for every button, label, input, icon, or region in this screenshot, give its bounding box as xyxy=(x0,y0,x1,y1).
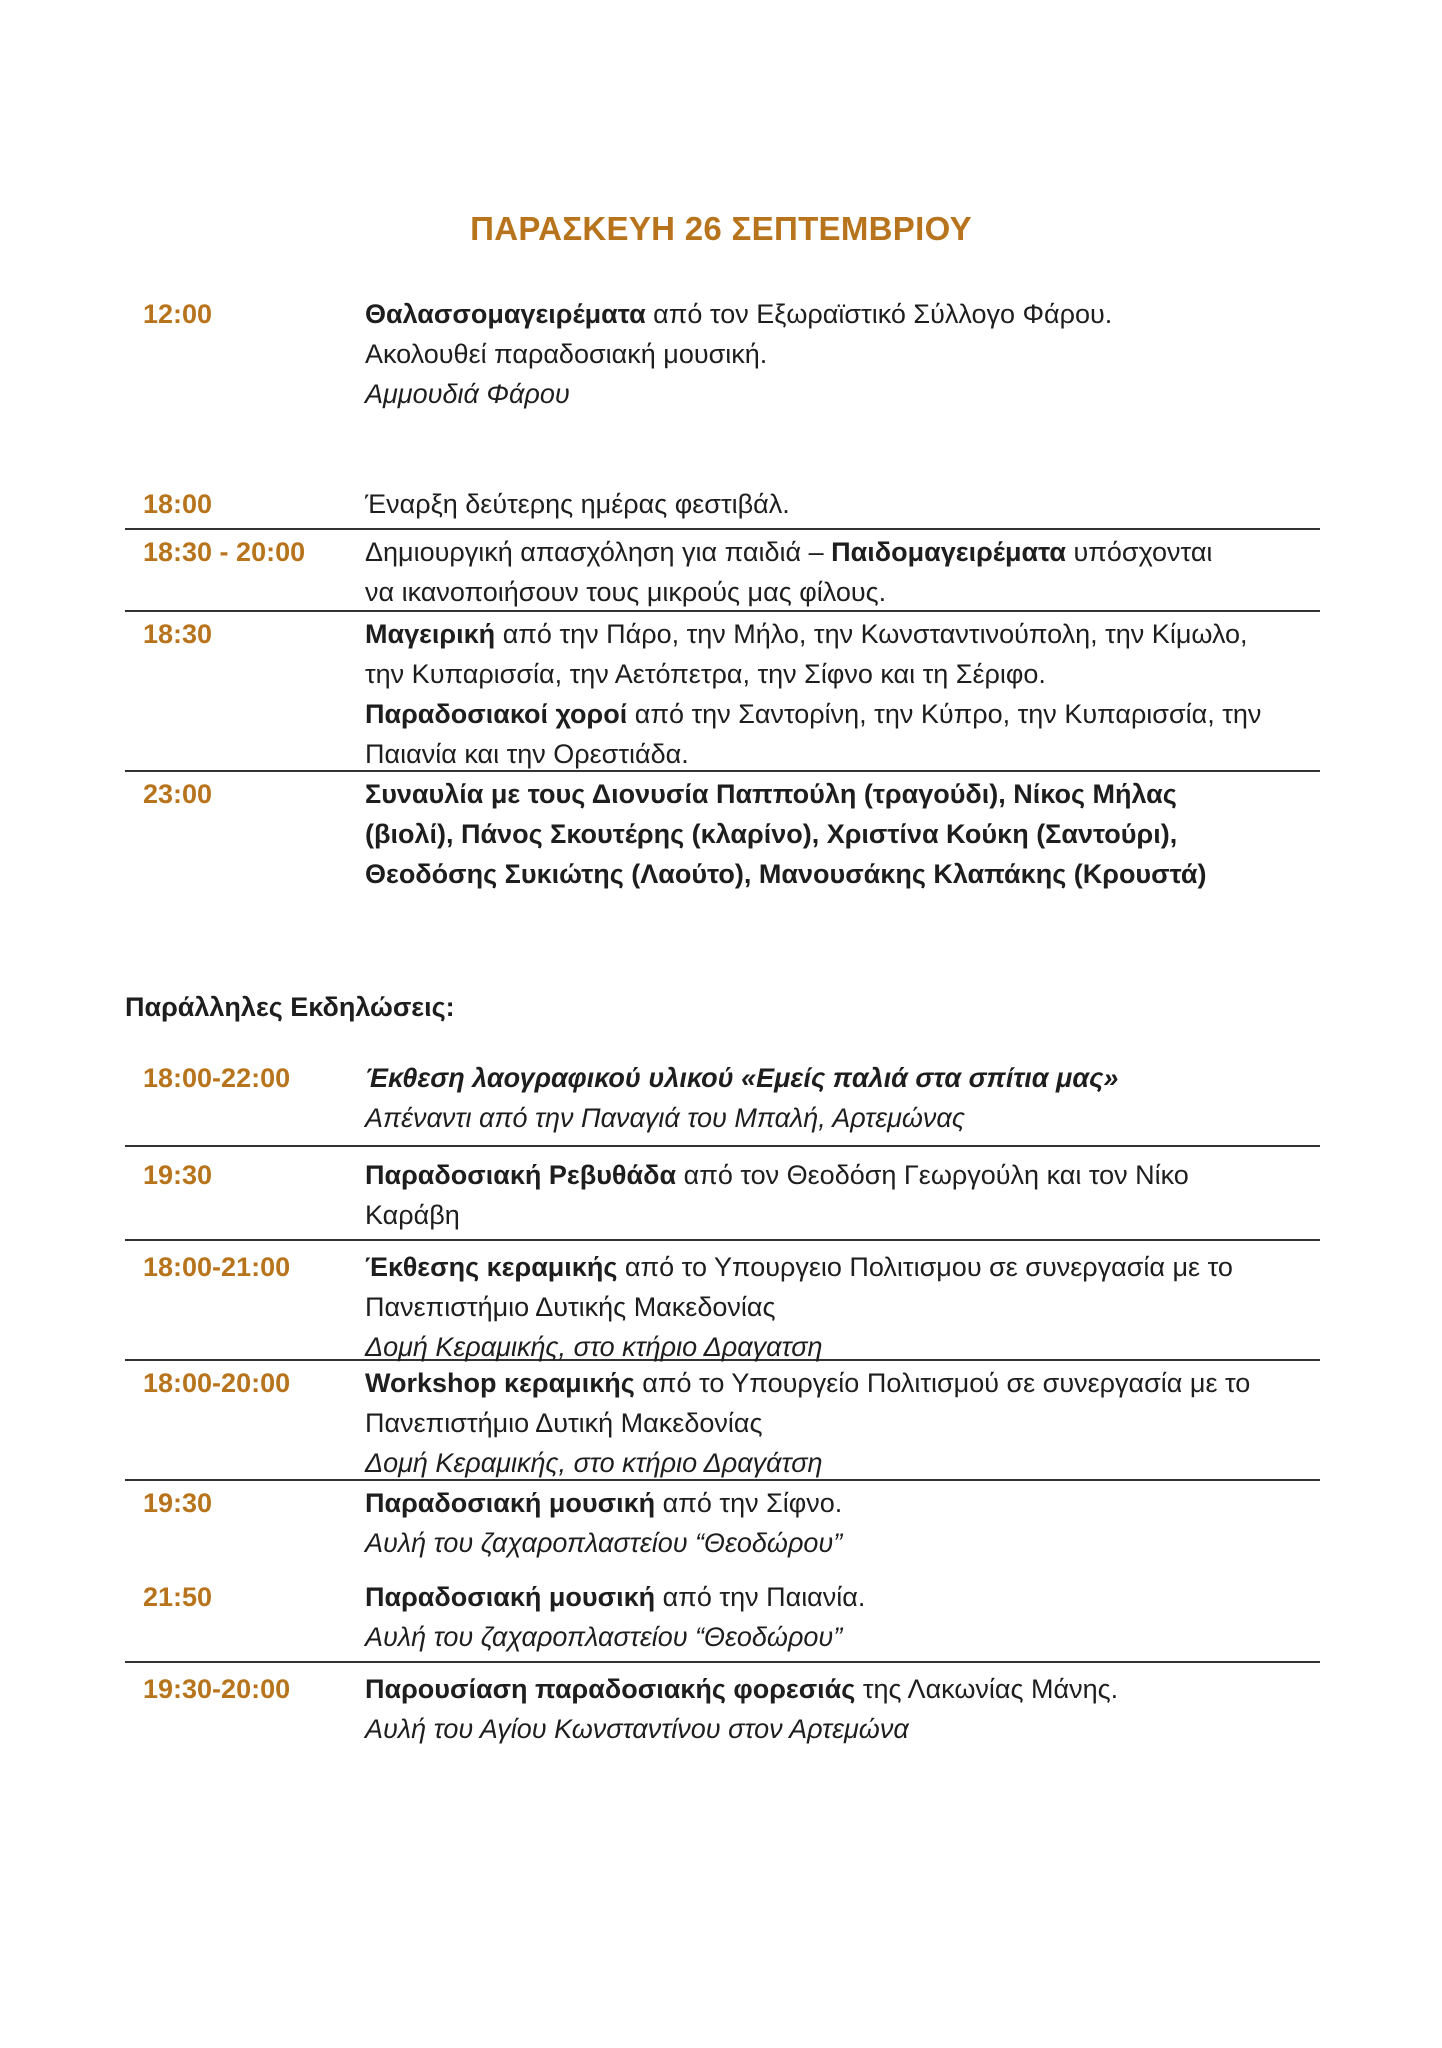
schedule-row xyxy=(125,1241,1320,1361)
event-time: 18:00-20:00 xyxy=(143,1368,291,1398)
event-title: Έκθεση λαογραφικού υλικού «Εμείς παλιά στα σπίτια μας» xyxy=(365,1063,1119,1093)
schedule-row xyxy=(125,1481,1320,1575)
event-time: 18:00-21:00 xyxy=(143,1252,291,1282)
event-text: Πανεπιστήμιο Δυτική Μακεδονίας xyxy=(365,1408,763,1438)
event-text: από το Υπουργείο Πολιτισμού σε συνεργασία με το xyxy=(634,1368,1251,1398)
event-time: 19:30-20:00 xyxy=(143,1674,291,1704)
event-title: Θαλασσομαγειρέματα xyxy=(365,299,646,329)
event-title: Παιδομαγειρέματα xyxy=(831,537,1066,567)
event-text: την Κυπαρισσία, την Αετόπετρα, την Σίφνο και τη Σέριφο. xyxy=(365,659,1046,689)
event-location: Αυλή του Αγίου Κωνσταντίνου στον Αρτεμώνα xyxy=(365,1714,909,1744)
event-time: 18:00-22:00 xyxy=(143,1063,291,1093)
event-time: 18:30 xyxy=(143,619,213,649)
event-text: από την Σαντορίνη, την Κύπρο, την Κυπαρισσία, την xyxy=(627,699,1262,729)
event-description xyxy=(365,532,1320,607)
event-title: Έκθεσης κεραμικής xyxy=(365,1252,618,1282)
event-title: Θεοδόσης Συκιώτης (Λαούτο), Μανουσάκης Κλαπάκης (Κρουστά) xyxy=(365,859,1207,889)
schedule-row xyxy=(125,290,1320,482)
event-time: 23:00 xyxy=(143,779,213,809)
event-text: από την Παιανία. xyxy=(655,1582,866,1612)
event-text: Παιανία και την Ορεστιάδα. xyxy=(365,739,689,769)
event-description xyxy=(365,1363,1320,1478)
event-title: Συναυλία με τους Διονυσία Παππούλη (τραγούδι), Νίκος Μήλας xyxy=(365,779,1177,809)
event-time: 21:50 xyxy=(143,1582,213,1612)
event-title: Παραδοσιακή μουσική xyxy=(365,1488,656,1518)
event-text: Καράβη xyxy=(365,1200,460,1230)
event-description xyxy=(365,1483,1320,1567)
event-time: 12:00 xyxy=(143,299,213,329)
event-title: Παρουσίαση παραδοσιακής φορεσιάς xyxy=(365,1674,856,1704)
event-description xyxy=(365,1577,1320,1653)
event-text: να ικανοποιήσουν τους μικρούς μας φίλους. xyxy=(365,577,887,607)
event-title: Παραδοσιακή Ρεβυθάδα xyxy=(365,1160,677,1190)
event-description xyxy=(365,614,1320,769)
event-location: Απέναντι από την Παναγιά του Μπαλή, Αρτεμώνας xyxy=(365,1103,965,1133)
event-title: Workshop κεραμικής xyxy=(365,1368,635,1398)
event-description xyxy=(365,1058,1320,1137)
event-location: Αμμουδιά Φάρου xyxy=(365,379,570,409)
event-text: από τον Εξωραϊστικό Σύλλογο Φάρου. xyxy=(645,299,1113,329)
section-heading: Παράλληλες Εκδηλώσεις: xyxy=(125,992,455,1022)
main-schedule xyxy=(125,290,1320,902)
page-title: ΠΑΡΑΣΚΕΥΗ 26 ΣΕΠΤΕΜΒΡΙΟΥ xyxy=(470,210,972,247)
event-description xyxy=(365,1669,1320,1749)
event-description xyxy=(365,294,1320,474)
event-location: Αυλή του ζαχαροπλαστείου “Θεοδώρου” xyxy=(365,1528,843,1558)
event-text: της Λακωνίας Μάνης. xyxy=(855,1674,1119,1704)
schedule-row xyxy=(125,1663,1320,1757)
schedule-row xyxy=(125,530,1320,612)
event-text: υπόσχονται xyxy=(1066,537,1213,567)
event-text: Δημιουργική απασχόληση για παιδιά – xyxy=(365,537,832,567)
schedule-row xyxy=(125,482,1320,530)
schedule-row xyxy=(125,612,1320,772)
schedule-row xyxy=(125,1361,1320,1481)
event-title: Μαγειρική xyxy=(365,619,496,649)
schedule-row xyxy=(125,1054,1320,1147)
event-description xyxy=(365,1155,1320,1231)
event-text: από την Πάρο, την Μήλο, την Κωνσταντινούπολη, την Κίμωλο, xyxy=(495,619,1248,649)
event-location: Δομή Κεραμικής, στο κτήριο Δραγάτση xyxy=(365,1448,823,1478)
event-time: 19:30 xyxy=(143,1160,213,1190)
event-time: 18:30 - 20:00 xyxy=(143,537,306,567)
event-text: Έναρξη δεύτερης ημέρας φεστιβάλ. xyxy=(365,489,790,519)
schedule-row xyxy=(125,772,1320,902)
event-location: Δομή Κεραμικής, στο κτήριο Δραγατση xyxy=(365,1332,823,1362)
schedule-row xyxy=(125,1575,1320,1663)
event-title: (βιολί), Πάνος Σκουτέρης (κλαρίνο), Χριστίνα Κούκη (Σαντούρι), xyxy=(365,819,1178,849)
event-description xyxy=(365,484,1320,520)
event-text: Πανεπιστήμιο Δυτικής Μακεδονίας xyxy=(365,1292,776,1322)
event-text: από την Σίφνο. xyxy=(655,1488,843,1518)
event-time: 18:00 xyxy=(143,489,213,519)
event-text: από το Υπουργειο Πολιτισμου σε συνεργασία με το xyxy=(617,1252,1233,1282)
parallel-schedule xyxy=(125,1054,1320,1757)
schedule-row xyxy=(125,1147,1320,1241)
event-text: Ακολουθεί παραδοσιακή μουσική. xyxy=(365,339,768,369)
event-time: 19:30 xyxy=(143,1488,213,1518)
event-text: από τον Θεοδόση Γεωργούλη και τον Νίκο xyxy=(676,1160,1189,1190)
event-title: Παραδοσιακή μουσική xyxy=(365,1582,656,1612)
event-location: Αυλή του ζαχαροπλαστείου “Θεοδώρου” xyxy=(365,1622,843,1652)
event-description xyxy=(365,1247,1320,1362)
event-description xyxy=(365,774,1320,894)
event-title: Παραδοσιακοί χοροί xyxy=(365,699,628,729)
